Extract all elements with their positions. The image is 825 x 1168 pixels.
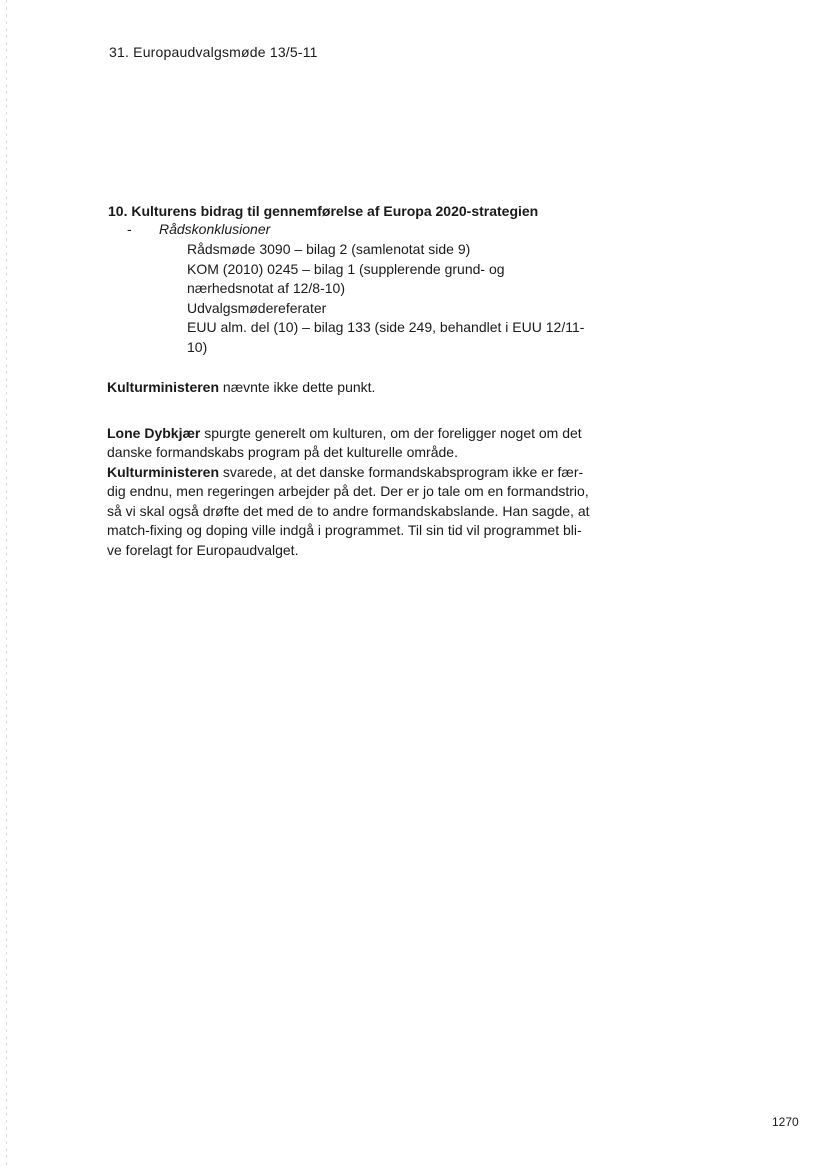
list-dash: - [127,221,132,237]
paragraph-line: match-fixing og doping ville indgå i programmet. Til sin tid vil programmet bli- [107,522,582,539]
section-heading: 10. Kulturens bidrag til gennemførelse af Europa 2020-strategien [108,203,539,219]
paragraph-text: nævnte ikke dette punkt. [219,379,376,395]
reference-line: Udvalgsmødereferater [187,299,327,316]
paragraph-line: dig endnu, men regeringen arbejder på det. Der er jo tale om en formandstrio, [107,483,589,500]
paragraph-3 [107,463,597,560]
paragraph-line [107,463,597,482]
reference-line: Rådsmøde 3090 – bilag 2 (samlenotat side 9) [187,241,471,257]
speaker-name: Kulturministeren [107,464,220,480]
page-number: 1270 [772,1115,799,1129]
speaker-name: Kulturministeren [107,379,220,395]
reference-line: nærhedsnotat af 12/8-10) [187,280,345,296]
paragraph-2 [107,424,597,463]
reference-line: 10) [187,338,208,355]
sub-item [127,221,270,237]
page-header: 31. Europaudvalgsmøde 13/5-11 [109,44,318,60]
paragraph-line [107,424,597,443]
paragraph-text: svarede, at det danske formandskabsprogram ikke er fær- [219,464,584,480]
paragraph-line [107,378,597,397]
reference-list [187,240,597,357]
paragraph-line: ve forelagt for Europaudvalget. [107,541,299,558]
reference-line: EUU alm. del (10) – bilag 133 (side 249, behandlet i EUU 12/11- [187,319,585,335]
paragraph-line: danske formandskabs program på det kulturelle område. [107,444,458,461]
paragraph-1 [107,378,597,397]
paragraph-text: spurgte generelt om kulturen, om der foreligger noget om det [200,425,582,441]
reference-line: KOM (2010) 0245 – bilag 1 (supplerende grund- og [187,260,505,277]
speaker-name: Lone Dybkjær [107,425,201,441]
scan-edge [6,0,7,1168]
paragraph-line: så vi skal også drøfte det med de to andre formandskabslande. Han sagde, at [107,502,590,519]
sub-item-label: Rådskonklusioner [159,221,271,237]
